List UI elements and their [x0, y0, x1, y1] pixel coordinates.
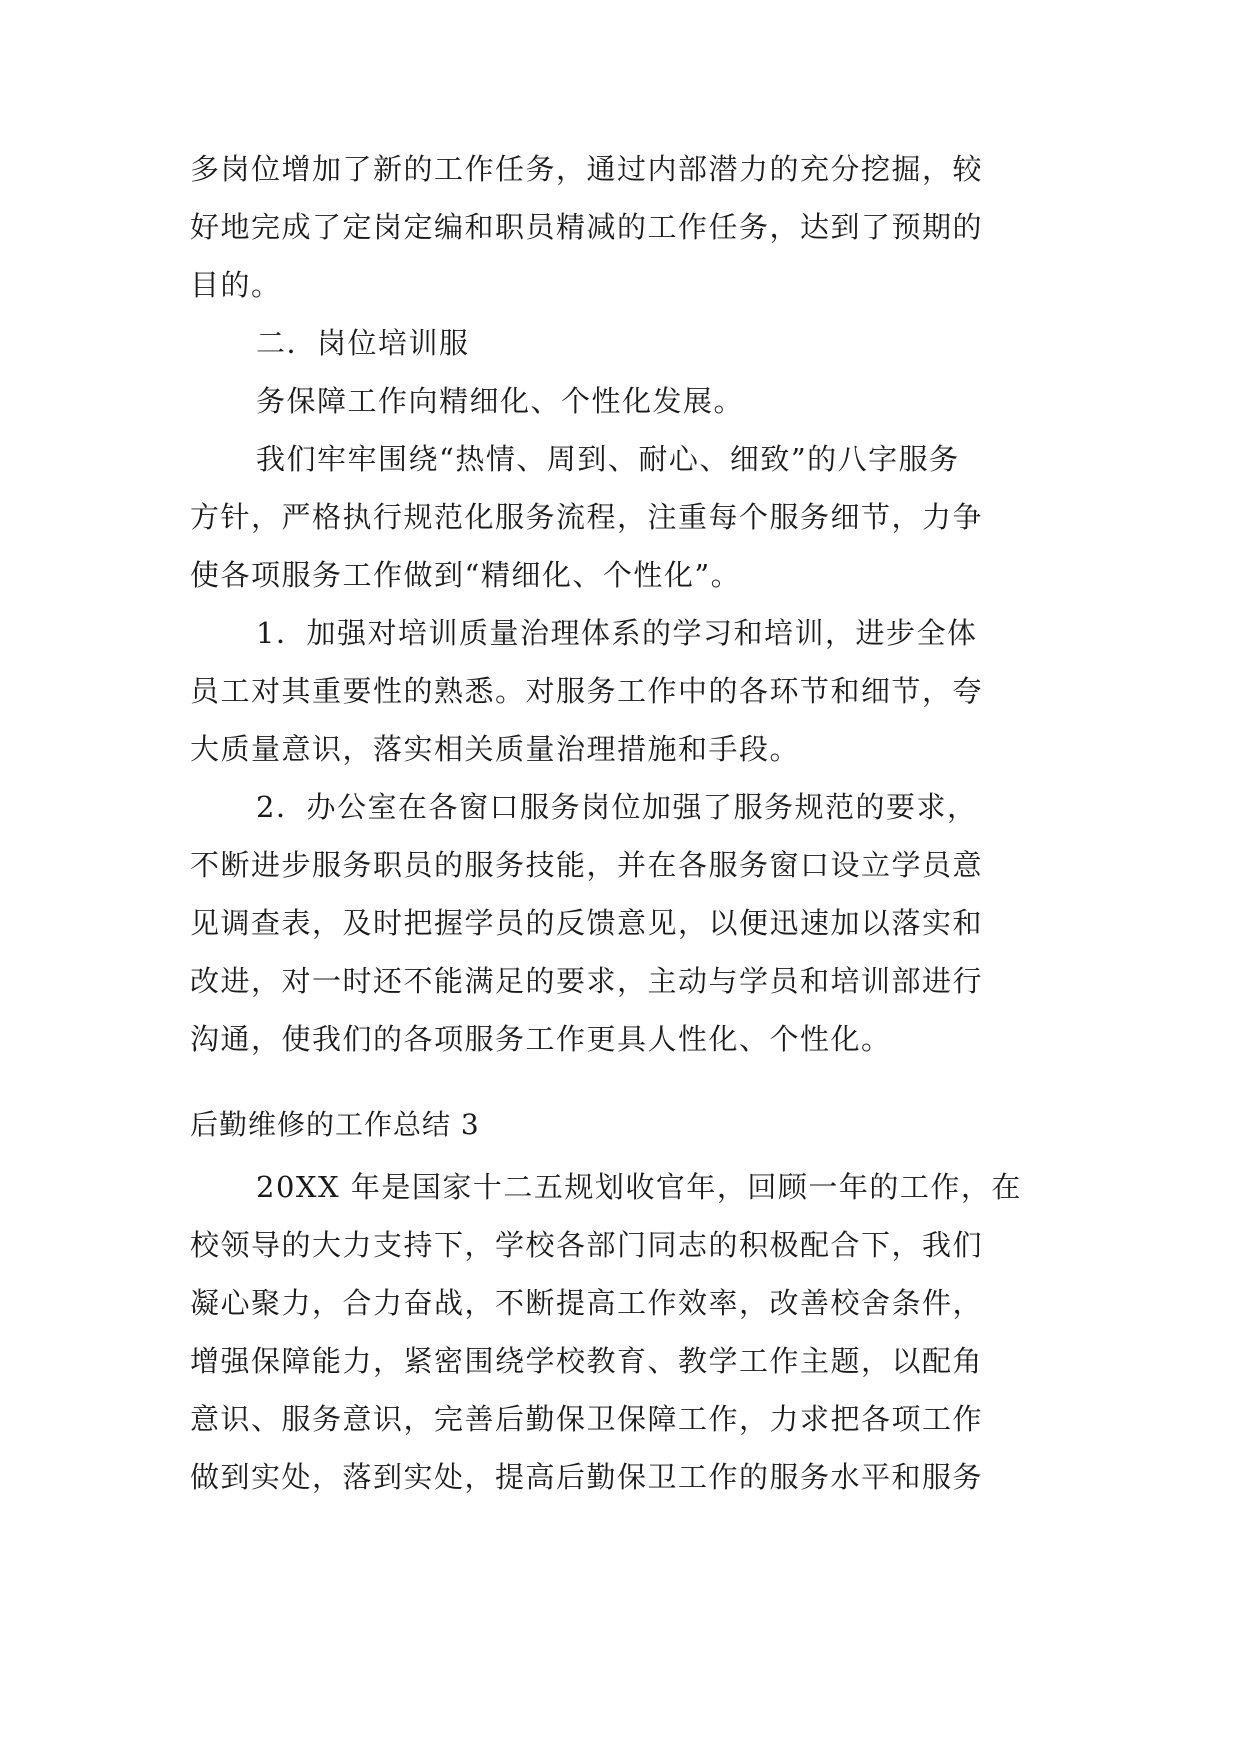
paragraph-line: 务保障工作向精细化、个性化发展。 [256, 384, 745, 418]
paragraph-line: 使各项服务工作做到“精细化、个性化”。 [190, 558, 742, 592]
list-item-line: 沟通，使我们的各项服务工作更具人性化、个性化。 [190, 1022, 892, 1056]
list-item-line: 1．加强对培训质量治理体系的学习和培训，进步全体 [256, 616, 978, 650]
paragraph-line: 方针，严格执行规范化服务流程，注重每个服务细节，力争 [190, 500, 984, 534]
paragraph-line: 好地完成了定岗定编和职员精减的工作任务，达到了预期的 [190, 210, 984, 244]
list-item-line: 见调查表，及时把握学员的反馈意见，以便迅速加以落实和 [190, 906, 984, 940]
paragraph-line: 我们牢牢围绕“热情、周到、耐心、细致”的八字服务 [256, 442, 960, 476]
paragraph-line: 校领导的大力支持下，学校各部门同志的积极配合下，我们 [190, 1228, 984, 1262]
list-item-line: 员工对其重要性的熟悉。对服务工作中的各环节和细节，夸 [190, 674, 984, 708]
list-item-line: 2．办公室在各窗口服务岗位加强了服务规范的要求， [256, 790, 978, 824]
paragraph-line: 凝心聚力，合力奋战，不断提高工作效率，改善校舍条件， [190, 1286, 984, 1320]
list-item-line: 大质量意识，落实相关质量治理措施和手段。 [190, 732, 801, 766]
paragraph-line: 目的。 [190, 268, 282, 302]
paragraph-line: 多岗位增加了新的工作任务，通过内部潜力的充分挖掘，较 [190, 152, 984, 186]
paragraph-line: 20XX 年是国家十二五规划收官年，回顾一年的工作，在 [256, 1170, 1022, 1204]
section-2-body [190, 1158, 1050, 1506]
subsection-heading: 二．岗位培训服 [256, 326, 470, 360]
list-item-line: 改进，对一时还不能满足的要求，主动与学员和培训部进行 [190, 964, 984, 998]
list-item-line: 不断进步服务职员的服务技能，并在各服务窗口设立学员意 [190, 848, 984, 882]
paragraph-line: 增强保障能力，紧密围绕学校教育、教学工作主题，以配角 [190, 1344, 984, 1378]
section-2-title: 后勤维修的工作总结 3 [190, 1108, 480, 1141]
paragraph-line: 意识、服务意识，完善后勤保卫保障工作，力求把各项工作 [190, 1402, 984, 1436]
paragraph-line: 做到实处，落到实处，提高后勤保卫工作的服务水平和服务 [190, 1460, 984, 1494]
section-1-body [190, 140, 1050, 1068]
